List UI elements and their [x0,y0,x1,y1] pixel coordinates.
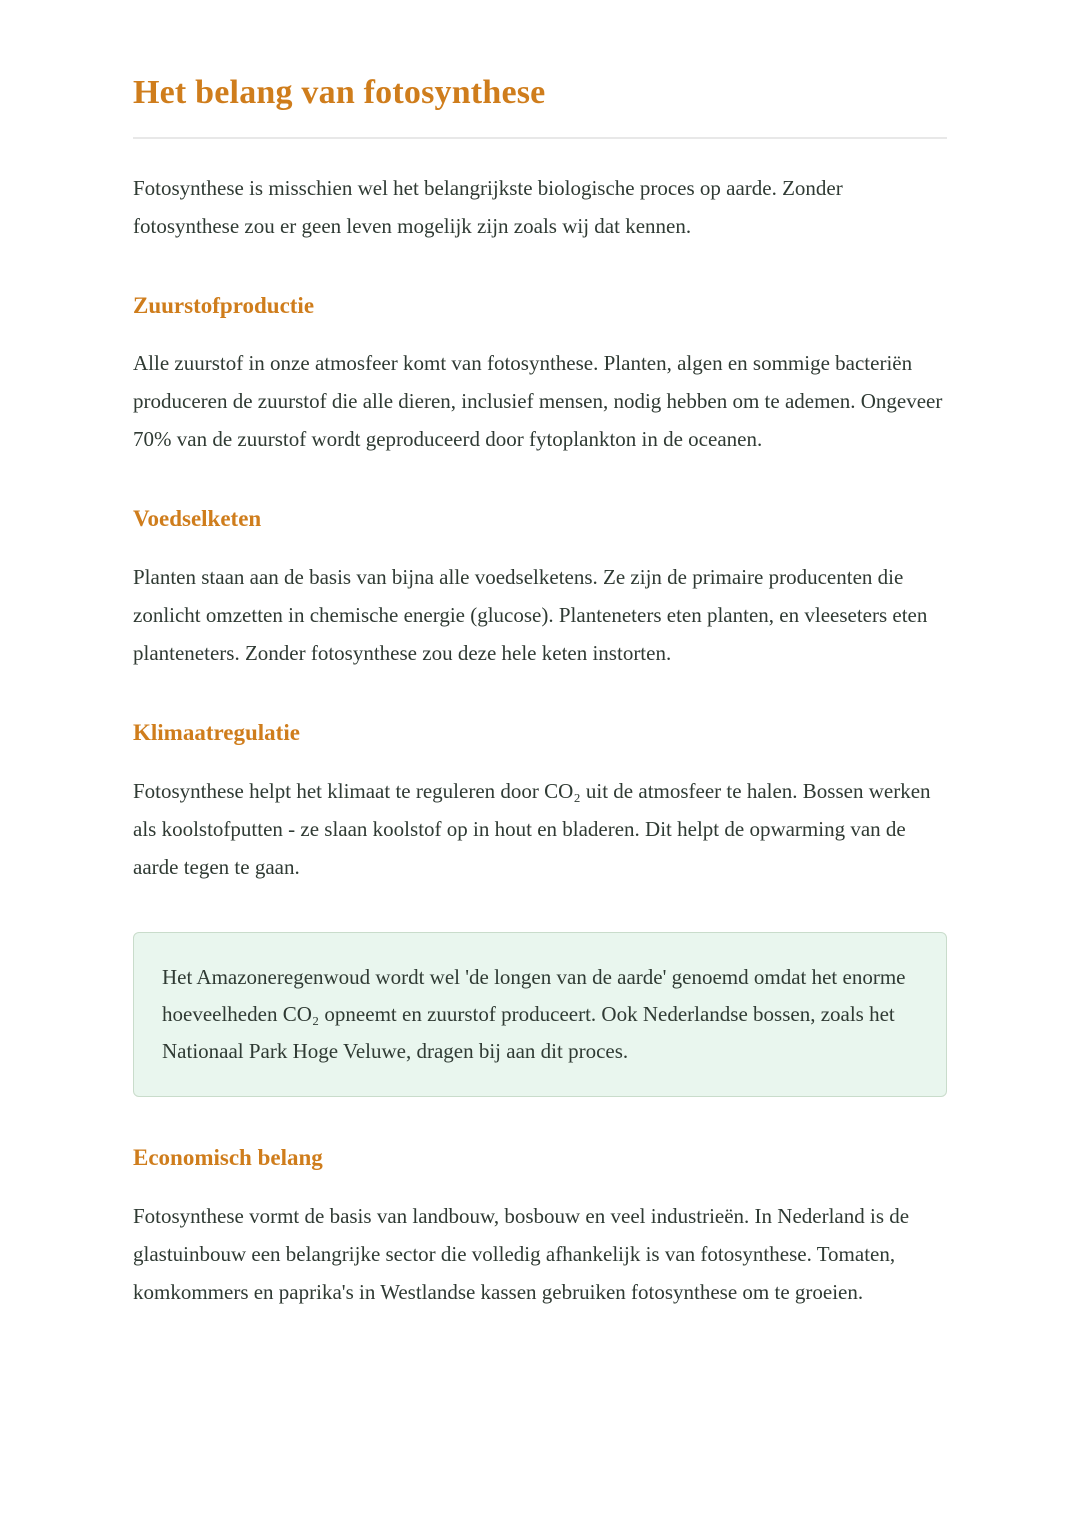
callout-text: Het Amazoneregenwoud wordt wel 'de longen van de aarde' genoemd omdat het enorme hoeveelheden CO₂ opneemt en zuurstof produceert. Ook Nederlandse bossen, zoals het Nationaal Park Hoge Veluwe, dragen bij aan dit proces. [162,965,906,1064]
page-title: Het belang van fotosynthese [133,74,546,111]
section-paragraph-zuurstofproductie: Alle zuurstof in onze atmosfeer komt van fotosynthese. Planten, algen en sommige bacteriën produceren de zuurstof die alle dieren, inclusief mensen, nodig hebben om te ademen. Ongeveer 70% van de zuurstof wordt geproduceerd door fytoplankton in de oceanen. [133,351,943,452]
title-divider [133,137,947,139]
section-paragraph-klimaatregulatie: Fotosynthese helpt het klimaat te reguleren door CO₂ uit de atmosfeer te halen. Bossen werken als koolstofputten - ze slaan koolstof op in hout en bladeren. Dit helpt de opwarming van de aarde tegen te gaan. [133,779,931,880]
section-paragraph-economisch-belang: Fotosynthese vormt de basis van landbouw, bosbouw en veel industrieën. In Nederland is de glastuinbouw een belangrijke sector die volledig afhankelijk is van fotosynthese. Tomaten, komkommers en paprika's in Westlandse kassen gebruiken fotosynthese om te groeien. [133,1204,910,1305]
section-heading-klimaatregulatie: Klimaatregulatie [133,720,300,746]
section-heading-voedselketen: Voedselketen [133,506,262,532]
intro-paragraph: Fotosynthese is misschien wel het belangrijkste biologische proces op aarde. Zonder fotosynthese zou er geen leven mogelijk zijn zoals wij dat kennen. [133,175,843,238]
callout-box [133,932,947,1097]
section-heading-economisch-belang: Economisch belang [133,1145,323,1171]
section-heading-zuurstofproductie: Zuurstofproductie [133,292,315,318]
section-paragraph-voedselketen: Planten staan aan de basis van bijna alle voedselketens. Ze zijn de primaire producenten die zonlicht omzetten in chemische energie (glucose). Planteneters eten planten, en vleeseters eten planteneters. Zonder fotosynthese zou deze hele keten instorten. [133,565,928,666]
